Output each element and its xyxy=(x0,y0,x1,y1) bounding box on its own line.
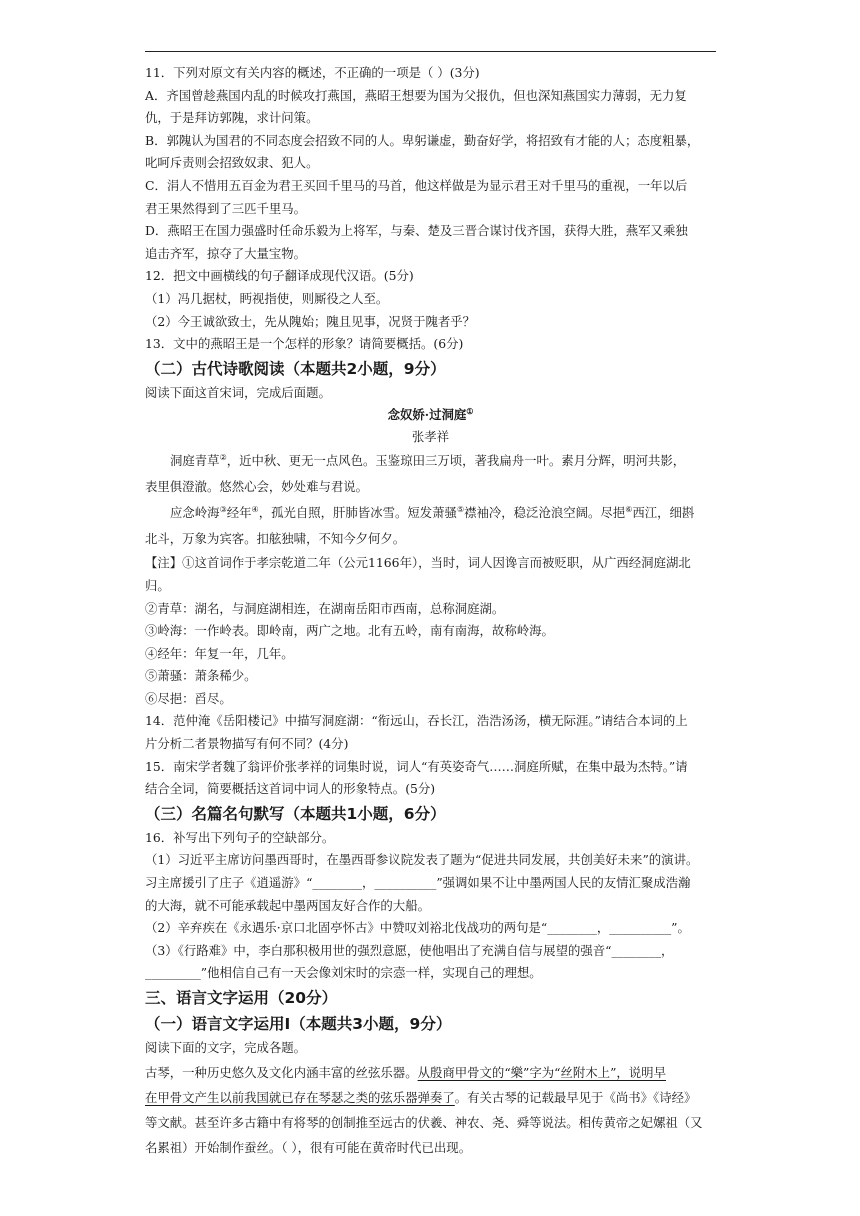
section-heading-language: 三、语言文字运用（20分） xyxy=(145,989,338,1007)
q14-line2: 片分析二者景物描写有何不同？(4分) xyxy=(145,736,349,752)
poem-text: ，孤光自照，肝肺皆冰雪。短发萧骚 xyxy=(258,505,457,521)
q15-line1: 15．南宋学者魏了翁评价张孝祥的词集时说，词人“有英姿奇气……洞庭所赋，在集中最为杰特。”请 xyxy=(145,758,688,774)
poem-note-2: ②青草：湖名，与洞庭湖相连，在湖南岳阳市西南，总称洞庭湖。 xyxy=(145,600,505,616)
poem-title-text: 念奴娇·过洞庭 xyxy=(387,407,467,423)
poem-note-3: ③岭海：一作岭表。即岭南，两广之地。北有五岭，南有南海，故称岭海。 xyxy=(145,623,554,639)
passage-line3: 等文献。甚至许多古籍中有将琴的创制推至远古的伏羲、神农、尧、舜等说法。相传黄帝之妃嫘祖（又 xyxy=(145,1114,703,1130)
poem-note-4: ④经年：年复一年，几年。 xyxy=(145,645,294,661)
footnote-marker: ① xyxy=(466,406,474,417)
q12-sentence-2: （2）今王诚欲致士，先从隗始；隗且见事，况贤于隗者乎？ xyxy=(145,313,476,329)
poem-note-6: ⑥尽挹：舀尽。 xyxy=(145,690,232,706)
q12-sentence-1: （1）冯几据杖，眄视指使，则厮役之人至。 xyxy=(145,290,389,306)
q11-option-a-line2: 仇，于是拜访郭隗，求计问策。 xyxy=(145,110,319,126)
poem-text: ，近中秋、更无一点风色。玉鉴琼田三万顷，著我扁舟一叶。素月分辉，明河共影， xyxy=(226,453,686,469)
passage-text: 。有关古琴的记载最早见于《尚书》《诗经》 xyxy=(454,1089,697,1105)
q11-option-d-line2: 追击齐军，掠夺了大量宝物。 xyxy=(145,245,307,261)
q11-option-b-line2: 叱呵斥责则会招致奴隶、犯人。 xyxy=(145,155,319,171)
page-content xyxy=(145,62,716,1160)
passage-line1 xyxy=(145,1060,716,1085)
q16-stem: 16．补写出下列句子的空缺部分。 xyxy=(145,829,335,845)
subsection-heading-language-1: （一）语言文字运用Ⅰ（本题共3小题，9分） xyxy=(145,1015,452,1033)
poem-text: 应念岭海 xyxy=(170,505,220,521)
poem-text: 经年 xyxy=(226,505,252,521)
section-heading-poetry: （二）古代诗歌阅读（本题共2小题，9分） xyxy=(145,359,446,378)
q11-option-b-line1: B．郭隗认为国君的不同态度会招致不同的人。卑躬谦虚，勤奋好学，将招致有才能的人；态度粗暴， xyxy=(145,132,700,148)
q11-option-a-line1: A．齐国曾趁燕国内乱的时候攻打燕国，燕昭王想要为国为父报仇，但也深知燕国实力薄弱，无力复 xyxy=(145,87,687,103)
q16-item3-line1: （3）《行路难》中，李白那积极用世的强烈意愿，使他唱出了充满自信与展望的强音“________， xyxy=(145,942,674,958)
q11-option-c-line2: 君王果然得到了三匹千里马。 xyxy=(145,200,307,216)
q11-option-c-line1: C．涓人不惜用五百金为君王买回千里马的马首，他这样做是为显示君王对千里马的重视，一年以后 xyxy=(145,177,688,193)
poem-stanza2-line1 xyxy=(145,500,716,526)
poem-stanza1-line2: 表里俱澄澈。悠然心会，妙处难与君说。 xyxy=(145,479,369,495)
passage-text: 古琴，一种历史悠久及文化内涵丰富的丝弦乐器。 xyxy=(145,1064,418,1080)
underlined-sentence: 在甲骨文产生以前我国就已存在琴瑟之类的弦乐器弹奏了 xyxy=(145,1089,455,1105)
q15-line2: 结合全词，简要概括这首词中词人的形象特点。(5分) xyxy=(145,781,436,797)
footnote-marker: ⑤ xyxy=(456,505,465,515)
passage-line4: 名累祖）开始制作蚕丝。（ ），很有可能在黄帝时代已出现。 xyxy=(145,1139,472,1155)
poem-note-5: ⑤萧骚：萧条稀少。 xyxy=(145,668,257,684)
q16-item1-line1: （1）习近平主席访问墨西哥时，在墨西哥参议院发表了题为“促进共同发展，共创美好未来”的演讲。 xyxy=(145,852,699,868)
poem-text: 襟袖冷，稳泛沧浪空阔。尽挹 xyxy=(464,505,626,521)
poem-text: 西江，细斟 xyxy=(632,505,695,521)
q14-line1: 14．范仲淹《岳阳楼记》中描写洞庭湖：“衔远山，吞长江，浩浩汤汤，横无际涯。”请结合本词的上 xyxy=(145,713,688,729)
footnote-marker: ⑥ xyxy=(625,505,633,515)
q16-item1-line2: 习主席援引了庄子《逍遥游》“________，__________”强调如果不让中墨两国人民的友情汇聚成浩瀚 xyxy=(145,875,691,891)
passage-line2 xyxy=(145,1085,716,1110)
poem-author: 张孝祥 xyxy=(411,429,450,445)
q12-stem: 12．把文中画横线的句子翻译成现代汉语。(5分) xyxy=(145,268,414,284)
header-rule xyxy=(145,51,716,52)
q11-stem: 11．下列对原文有关内容的概述，不正确的一项是（ ）(3分) xyxy=(145,65,480,80)
poetry-intro: 阅读下面这首宋词，完成后面题。 xyxy=(145,384,331,400)
poem-note-1-line1: 【注】①这首词作于孝宗乾道二年（公元1166年），当时，词人因谗言而被贬职，从广西经洞庭湖北 xyxy=(145,555,691,571)
footnote-marker: ③ xyxy=(219,505,227,515)
footnote-marker: ② xyxy=(219,453,227,463)
q16-item1-line3: 的大海，就不可能承载起中墨两国友好合作的大船。 xyxy=(145,897,430,913)
poem-stanza2-line2: 北斗，万象为宾客。扣舷独啸，不知今夕何夕。 xyxy=(145,531,406,547)
poem-note-1-line2: 归。 xyxy=(145,577,170,593)
poem-text: 洞庭青草 xyxy=(170,453,220,469)
poem-stanza1-line1 xyxy=(145,448,716,474)
poem-title xyxy=(145,404,716,426)
q16-item2: （2）辛弃疾在《永遇乐·京口北固亭怀古》中赞叹刘裕北伐战功的两句是“________，__________”。 xyxy=(145,920,690,936)
footnote-marker: ④ xyxy=(251,505,259,515)
section-heading-dictation: （三）名篇名句默写（本题共1小题，6分） xyxy=(145,804,446,823)
language-intro: 阅读下面的文字，完成各题。 xyxy=(145,1040,307,1055)
underlined-sentence: 从殷商甲骨文的“樂”字为“丝附木上”，说明早 xyxy=(417,1064,666,1080)
q16-item3-line2: _________”他相信自己有一天会像刘宋时的宗悫一样，实现自己的理想。 xyxy=(145,965,542,981)
q13-stem: 13．文中的燕昭王是一个怎样的形象？请简要概括。(6分) xyxy=(145,336,464,352)
q11-option-d-line1: D．燕昭王在国力强盛时任命乐毅为上将军，与秦、楚及三晋合谋讨伐齐国，获得大胜，燕军又乘独 xyxy=(145,223,688,239)
